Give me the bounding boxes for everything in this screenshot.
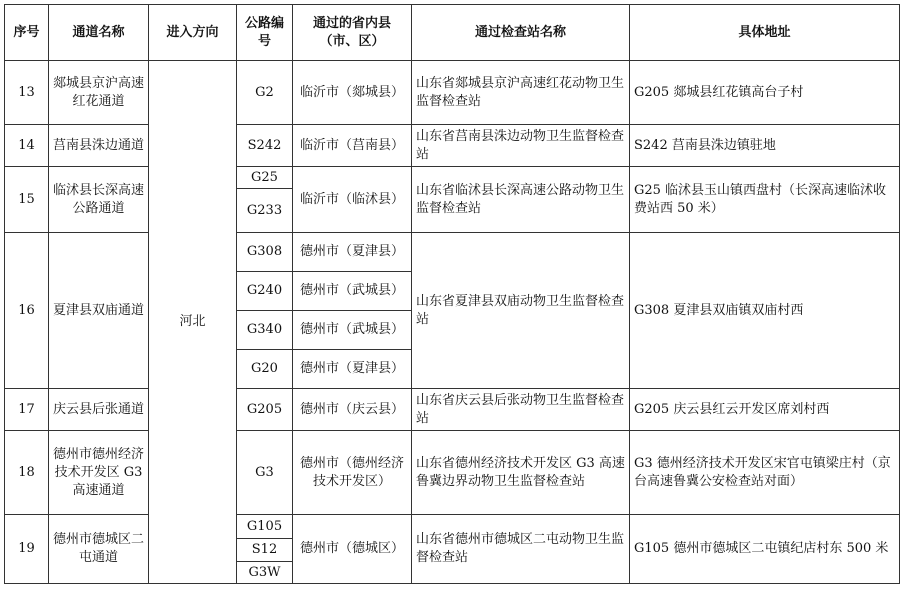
- road-cell: G240: [237, 272, 293, 311]
- channel-name-cell: 庆云县后张通道: [49, 389, 149, 431]
- seq-cell: 15: [5, 167, 49, 233]
- header-direction: 进入方向: [149, 5, 237, 61]
- road-cell: S12: [237, 539, 293, 562]
- address-cell: G308 夏津县双庙镇双庙村西: [630, 233, 900, 389]
- county-cell: 德州市（夏津县）: [293, 350, 412, 389]
- road-cell: G2: [237, 61, 293, 125]
- station-cell: 山东省德州市德城区二屯动物卫生监督检查站: [412, 515, 630, 584]
- table-container: [4, 4, 900, 584]
- station-cell: 山东省临沭县长深高速公路动物卫生监督检查站: [412, 167, 630, 233]
- station-cell: 山东省德州经济技术开发区 G3 高速鲁冀边界动物卫生监督检查站: [412, 431, 630, 515]
- table-row: [5, 167, 900, 189]
- county-cell: 德州市（德城区）: [293, 515, 412, 584]
- address-cell: G205 郯城县红花镇高台子村: [630, 61, 900, 125]
- channel-name-cell: 德州市德州经济技术开发区 G3 高速通道: [49, 431, 149, 515]
- address-cell: G105 德州市德城区二屯镇纪店村东 500 米: [630, 515, 900, 584]
- channel-name-cell: 德州市德城区二屯通道: [49, 515, 149, 584]
- table-row: [5, 233, 900, 272]
- seq-cell: 13: [5, 61, 49, 125]
- county-cell: 德州市（武城县）: [293, 311, 412, 350]
- table-row: [5, 515, 900, 539]
- seq-cell: 19: [5, 515, 49, 584]
- table-row: [5, 431, 900, 515]
- county-cell: 德州市（武城县）: [293, 272, 412, 311]
- channel-name-cell: 郯城县京沪高速红花通道: [49, 61, 149, 125]
- direction-cell: 河北: [149, 61, 237, 584]
- road-cell: G3W: [237, 562, 293, 584]
- address-cell: G205 庆云县红云开发区席刘村西: [630, 389, 900, 431]
- road-cell: G25: [237, 167, 293, 189]
- seq-cell: 14: [5, 125, 49, 167]
- county-cell: 德州市（庆云县）: [293, 389, 412, 431]
- road-cell: G340: [237, 311, 293, 350]
- seq-cell: 16: [5, 233, 49, 389]
- header-station: 通过检查站名称: [412, 5, 630, 61]
- address-cell: S242 莒南县洙边镇驻地: [630, 125, 900, 167]
- header-address: 具体地址: [630, 5, 900, 61]
- county-cell: 德州市（夏津县）: [293, 233, 412, 272]
- channel-name-cell: 临沭县长深高速公路通道: [49, 167, 149, 233]
- channel-name-cell: 夏津县双庙通道: [49, 233, 149, 389]
- header-seq: 序号: [5, 5, 49, 61]
- address-cell: G3 德州经济技术开发区宋官屯镇梁庄村（京台高速鲁冀公安检查站对面）: [630, 431, 900, 515]
- table-row: [5, 389, 900, 431]
- road-cell: G105: [237, 515, 293, 539]
- county-cell: 德州市（德州经济技术开发区）: [293, 431, 412, 515]
- channel-name-cell: 莒南县洙边通道: [49, 125, 149, 167]
- road-cell: G3: [237, 431, 293, 515]
- station-cell: 山东省庆云县后张动物卫生监督检查站: [412, 389, 630, 431]
- road-cell: G20: [237, 350, 293, 389]
- header-road: 公路编号: [237, 5, 293, 61]
- road-cell: S242: [237, 125, 293, 167]
- address-cell: G25 临沭县玉山镇西盘村（长深高速临沭收费站西 50 米）: [630, 167, 900, 233]
- county-cell: 临沂市（临沭县）: [293, 167, 412, 233]
- station-cell: 山东省郯城县京沪高速红花动物卫生监督检查站: [412, 61, 630, 125]
- county-cell: 临沂市（莒南县）: [293, 125, 412, 167]
- station-cell: 山东省莒南县洙边动物卫生监督检查站: [412, 125, 630, 167]
- road-cell: G233: [237, 189, 293, 233]
- seq-cell: 18: [5, 431, 49, 515]
- county-cell: 临沂市（郯城县）: [293, 61, 412, 125]
- station-cell: 山东省夏津县双庙动物卫生监督检查站: [412, 233, 630, 389]
- checkpoint-table: [4, 4, 900, 584]
- road-cell: G205: [237, 389, 293, 431]
- header-row: [5, 5, 900, 61]
- table-row: [5, 61, 900, 125]
- header-county: 通过的省内县（市、区）: [293, 5, 412, 61]
- road-cell: G308: [237, 233, 293, 272]
- seq-cell: 17: [5, 389, 49, 431]
- table-row: [5, 125, 900, 167]
- header-name: 通道名称: [49, 5, 149, 61]
